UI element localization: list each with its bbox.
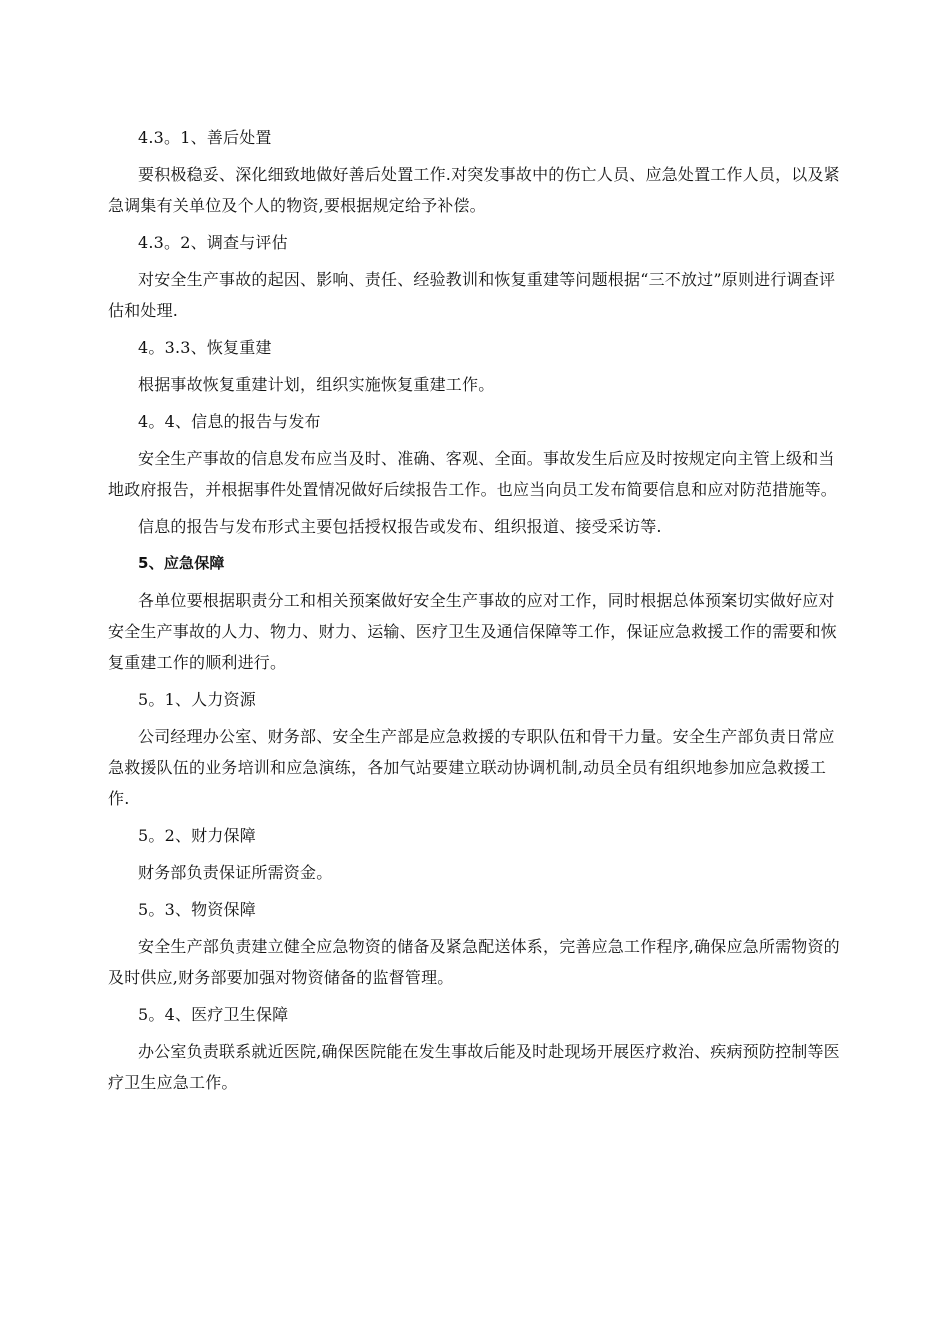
section-heading-4-3-2: 4.3。2、调查与评估 [138, 233, 288, 252]
paragraph-info-forms: 信息的报告与发布形式主要包括授权报告或发布、组织报道、接受采访等. [138, 517, 662, 536]
section-heading-5: 5、应急保障 [138, 554, 225, 572]
section-heading-5-3: 5。3、物资保障 [138, 900, 256, 919]
paragraph-aftermath: 要积极稳妥、深化细致地做好善后处置工作.对突发事故中的伤亡人员、应急处置工作人员，以及紧急调集有关单位及个人的物资,要根据规定给予补偿。 [108, 165, 840, 215]
section-heading-5-4: 5。4、医疗卫生保障 [138, 1005, 289, 1024]
paragraph-emergency-support: 各单位要根据职责分工和相关预案做好安全生产事故的应对工作，同时根据总体预案切实做好应对安全生产事故的人力、物力、财力、运输、医疗卫生及通信保障等工作，保证应急救援工作的需要和恢复重建工作的顺利进行。 [108, 591, 838, 672]
section-heading-4-4: 4。4、信息的报告与发布 [138, 412, 321, 431]
section-heading-4-3-1: 4.3。1、善后处置 [138, 128, 272, 147]
paragraph-human-resources: 公司经理办公室、财务部、安全生产部是应急救援的专职队伍和骨干力量。安全生产部负责日常应急救援队伍的业务培训和应急演练，各加气站要建立联动协调机制,动员全员有组织地参加应急救援工作. [108, 727, 835, 808]
paragraph-info-release: 安全生产事故的信息发布应当及时、准确、客观、全面。事故发生后应及时按规定向主管上级和当地政府报告，并根据事件处置情况做好后续报告工作。也应当向员工发布简要信息和应对防范措施等。 [108, 449, 838, 499]
paragraph-materials: 安全生产部负责建立健全应急物资的储备及紧急配送体系，完善应急工作程序,确保应急所需物资的及时供应,财务部要加强对物资储备的监督管理。 [108, 937, 840, 987]
section-heading-4-3-3: 4。3.3、恢复重建 [138, 338, 272, 357]
paragraph-investigation: 对安全生产事故的起因、影响、责任、经验教训和恢复重建等问题根据“三不放过”原则进行调查评估和处理. [108, 270, 836, 320]
document-body [108, 122, 840, 1104]
section-heading-5-1: 5。1、人力资源 [138, 690, 256, 709]
paragraph-financial: 财务部负责保证所需资金。 [138, 863, 333, 882]
paragraph-medical: 办公室负责联系就近医院,确保医院能在发生事故后能及时赴现场开展医疗救治、疾病预防控制等医疗卫生应急工作。 [108, 1042, 840, 1092]
paragraph-reconstruction: 根据事故恢复重建计划，组织实施恢复重建工作。 [138, 375, 495, 394]
section-heading-5-2: 5。2、财力保障 [138, 826, 256, 845]
